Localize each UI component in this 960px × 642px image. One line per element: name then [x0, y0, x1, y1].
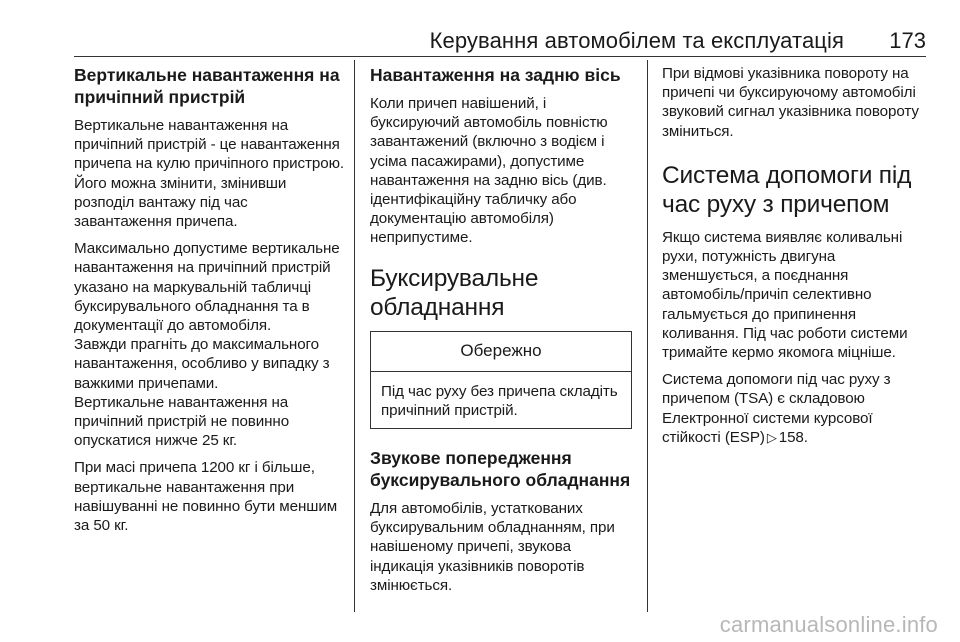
heading-vertical-load: Вертикальне навантаження на причіпний пристрій: [74, 65, 340, 107]
paragraph-vertical-load-definition: Вертикальне навантаження на причіпний пристрій - це навантаження причепа на кулю причіпного пристрою. Його можна змінити, змінивши розподіл вантажу під час завантаження причепа.: [74, 117, 344, 231]
column-2: [370, 64, 632, 603]
heading-towing-sound-warning: Звукове попередження буксирувального обладнання: [370, 448, 631, 491]
paragraph-min-load-50kg: При масі причепа 1200 кг і більше, вертикальне навантаження при навішуванні не повинно бути меншим за 50 кг.: [74, 459, 338, 535]
chapter-title: Керування автомобілем та експлуатація: [429, 28, 844, 53]
section-title-trailer-stability-assist: Система допомоги під час руху з причепом: [662, 161, 912, 218]
paragraph-max-vertical-load: Максимально допустиме вертикальне навантаження на причіпний пристрій указано на маркувальній табличці буксирувального обладнання та в документації до автомобіля.: [74, 240, 340, 335]
paragraph-turn-signal-sound: Для автомобілів, устаткованих буксирувальним обладнанням, при навішеному причепі, звукова індикація указівників поворотів змінюється.: [370, 500, 615, 594]
paragraph-rear-axle-load: Коли причеп навішений, і буксируючий автомобіль повністю завантажений (включно з водієм і усіма пасажирами), допустиме навантаження на задню вісь (див. ідентифікаційну табличку або документацію автомобіля) неприпустиме.: [370, 95, 608, 247]
column-1: [74, 64, 346, 543]
section-title-towing-equipment: Буксирувальне обладнання: [370, 264, 539, 321]
column-divider-right: [647, 60, 648, 612]
page-reference-icon: ▷: [766, 429, 777, 445]
watermark: carmanualsonline.info: [719, 612, 938, 637]
paragraph-turn-signal-failure: При відмові указівника повороту на причепі чи буксируючому автомобілі звуковий сигнал указівника повороту зміниться.: [662, 65, 919, 140]
warning-title: Обережно: [371, 332, 631, 372]
heading-rear-axle-load: Навантаження на задню вісь: [370, 65, 621, 85]
paragraph-tsa-esp-reference: [662, 370, 928, 447]
column-divider-left: [354, 60, 355, 612]
page-number: 173: [889, 28, 926, 53]
esp-page-link[interactable]: 158.: [778, 428, 808, 446]
page-header: [74, 26, 926, 56]
column-3: [662, 64, 928, 455]
paragraph-min-load-25kg: Вертикальне навантаження на причіпний пристрій не повинно опускатися нижче 25 кг.: [74, 393, 290, 450]
tsa-esp-text: Система допомоги під час руху з причепом (TSA) є складовою Електронної системи курсової стійкості (ESP): [662, 371, 891, 446]
warning-box: [370, 331, 632, 429]
paragraph-tsa-description: Якщо система виявляє коливальні рухи, потужність двигуна зменшується, а поєднання автомобіль/причіп селективно гальмується до припинення коливання. Під час роботи системи тримайте кермо якомога міцніше.: [662, 228, 908, 362]
warning-body: Під час руху без причепа складіть причіпний пристрій.: [381, 382, 618, 419]
header-rule: [74, 56, 926, 57]
paragraph-aim-max-load: Завжди прагніть до максимального навантаження, особливо у випадку з важкими причепами.: [74, 336, 330, 392]
